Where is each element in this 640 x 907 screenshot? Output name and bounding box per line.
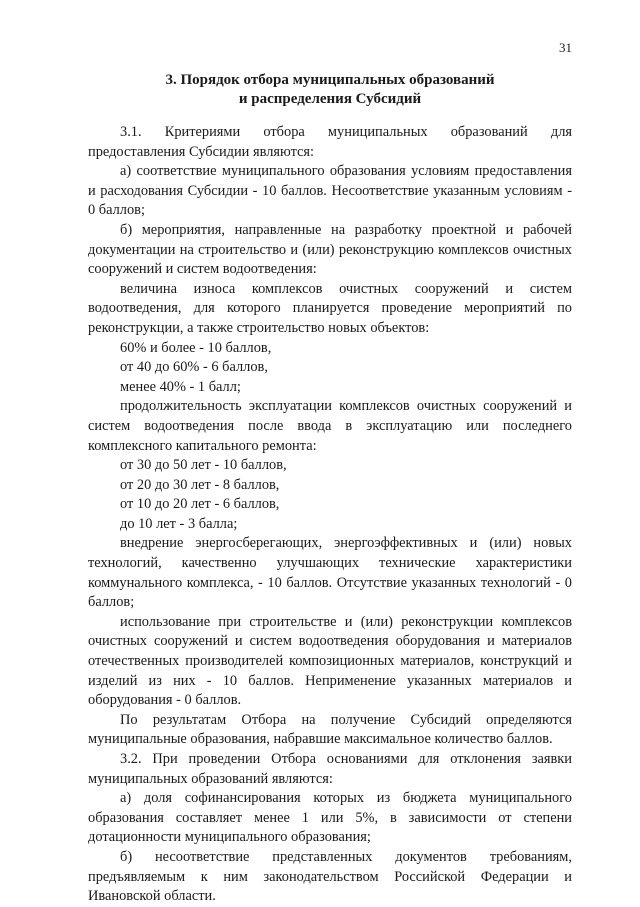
section-heading [88,71,572,109]
paragraph-3-2-rejection: 3.2. При проведении Отбора основаниями для отклонения заявки муниципальных образований являются: [88,751,572,787]
paragraph-criterion-b: б) мероприятия, направленные на разработку проектной и рабочей документации на строительство и (или) реконструкцию комплексов очистных сооружений и систем водоотведения: [88,221,572,278]
list-item-wear-40-60: от 40 до 60% - 6 баллов, [120,359,268,376]
document-body [88,123,572,907]
paragraph-domestic-materials: использование при строительстве и (или) реконструкции комплексов очистных сооружений и систем водоотведения оборудования и материалов отечественных производителей композиционных материалов, конструкций и изделий из них - 10 баллов. Неприменение указанных материалов и оборудования - 0 баллов. [88,613,572,709]
paragraph-selection-result: По результатам Отбора на получение Субсидий определяются муниципальные образования, набравшие максимальное количество баллов. [88,711,572,748]
heading-line-1: 3. Порядок отбора муниципальных образований [165,72,495,88]
paragraph-energy-saving: внедрение энергосберегающих, энергоэффективных и (или) новых технологий, качественно улучшающих технические характеристики коммунального комплекса, - 10 баллов. Отсутствие указанных технологий - 0 баллов; [88,535,572,611]
paragraph-criterion-a: а) соответствие муниципального образования условиям предоставления и расходования Субсидии - 10 баллов. Несоответствие указанным условиям - 0 баллов; [88,163,572,219]
paragraph-operation-duration: продолжительность эксплуатации комплексов очистных сооружений и систем водоотведения после ввода в эксплуатацию или последнего комплексного капитального ремонта: [88,398,572,454]
list-item-30-50-years: от 30 до 50 лет - 10 баллов, [120,457,287,474]
heading-line-2: и распределения Субсидий [238,91,422,107]
list-item-20-30-years: от 20 до 30 лет - 8 баллов, [120,476,280,493]
paragraph-wear-level: величина износа комплексов очистных сооружений и систем водоотведения, для которого планируется проведение мероприятий по реконструкции, а также строительство новых объектов: [88,280,572,336]
paragraph-rejection-a: а) доля софинансирования которых из бюджета муниципального образования составляет менее 1 или 5%, в зависимости от степени дотационности муниципального образования; [88,790,572,846]
list-item-wear-below-40: менее 40% - 1 балл; [120,378,241,395]
page-number: 31 [559,40,572,55]
list-item-10-20-years: от 10 до 20 лет - 6 баллов, [120,496,280,513]
list-item-wear-60: 60% и более - 10 баллов, [120,339,272,356]
list-item-up-to-10-years: до 10 лет - 3 балла; [120,515,238,532]
paragraph-rejection-b: б) несоответствие представленных документов требованиям, предъявляемым к ним законодательством Российской Федерации и Ивановской области. [88,848,572,905]
paragraph-3-1-intro: 3.1. Критериями отбора муниципальных образований для предоставления Субсидии являются: [88,124,572,160]
